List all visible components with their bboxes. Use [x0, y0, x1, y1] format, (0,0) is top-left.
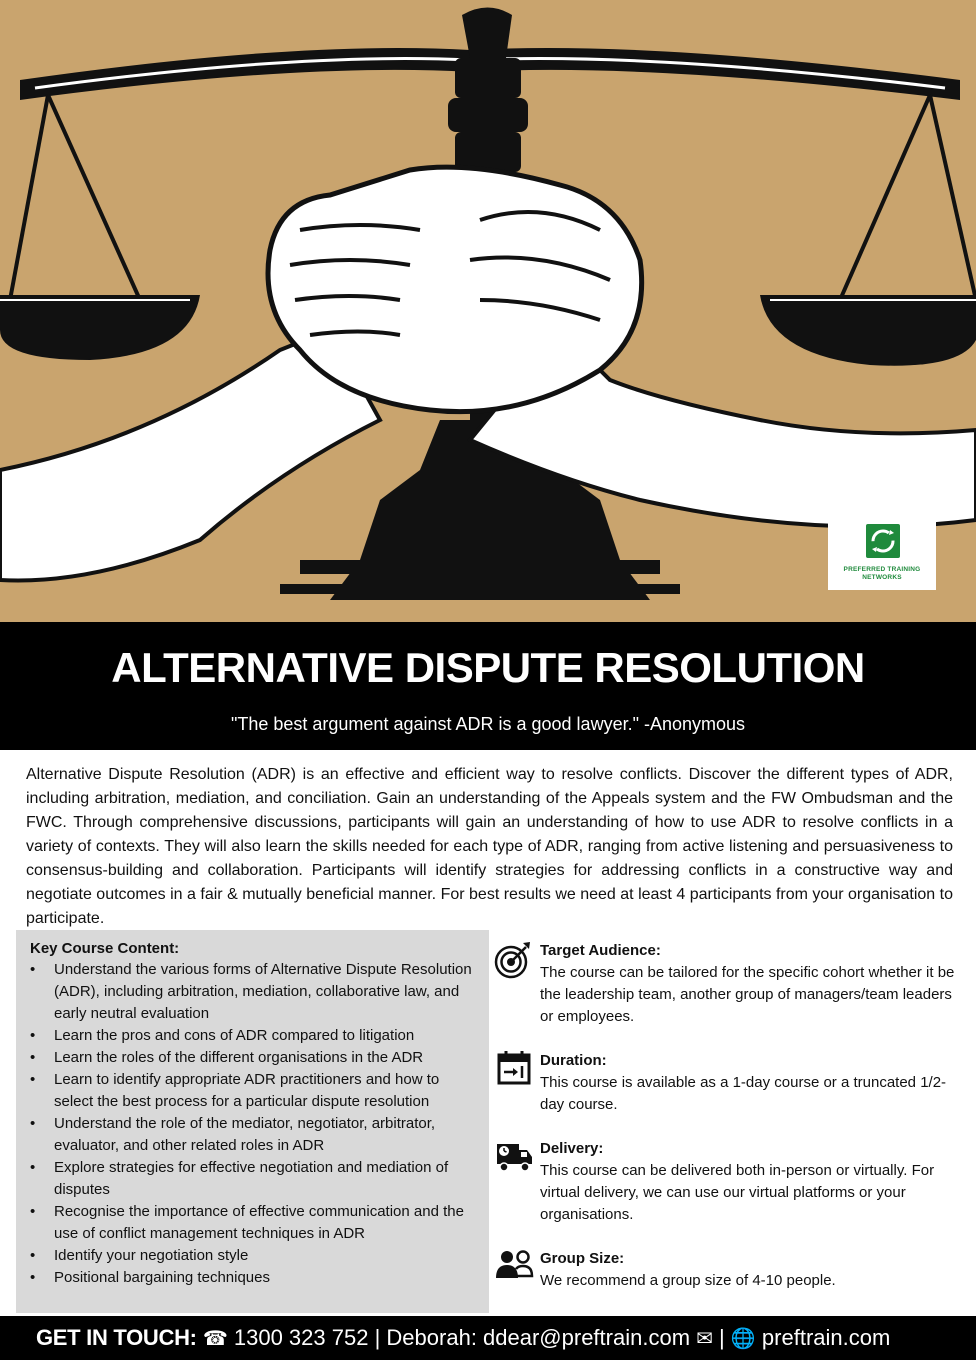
- delivery-heading: Delivery:: [540, 1140, 604, 1157]
- email-contact[interactable]: Deborah: ddear@preftrain.com: [386, 1325, 691, 1350]
- course-content-heading: Key Course Content:: [30, 940, 180, 957]
- intro-paragraph: Alternative Dispute Resolution (ADR) is an effective and efficient way to resolve conflicts. Discover the different types of ADR, including arbitration, mediation, and conciliation. Gain an understanding of the Appeals system and the FW Ombudsman and the FWC. Through comprehensive discussions, participants will gain an understanding of how to use ADR to resolve conflicts in a variety of contexts. They will also learn the skills needed for each type of ADR, ranging from active listening and persuasiveness to consensus-building and collaboration. Participants will identify strategies for addressing conflicts in a constructive way and negotiate outcomes in a fair & mutually beneficial manner. For best results we need at least 4 participants from your organisation to participate.: [26, 766, 953, 927]
- delivery-truck-icon: [494, 1138, 534, 1178]
- group-icon: [494, 1248, 534, 1288]
- globe-icon: 🌐: [730, 1326, 756, 1350]
- hero-illustration: [0, 0, 976, 622]
- list-item: • Understand the role of the mediator, negotiator, arbitrator, evaluator, and other related roles in ADR: [30, 1113, 475, 1157]
- phone-icon: ☎: [202, 1326, 228, 1350]
- logo-text: PREFERRED TRAINING NETWORKS: [843, 566, 921, 581]
- duration-text: This course is available as a 1-day course or a truncated 1/2-day course.: [540, 1074, 947, 1113]
- calendar-icon: [494, 1050, 534, 1090]
- quote-text: "The best argument against ADR is a good lawyer." -Anonymous: [230, 714, 746, 734]
- envelope-icon: ✉: [696, 1326, 713, 1350]
- group-size-heading: Group Size:: [540, 1250, 625, 1267]
- separator: |: [374, 1325, 381, 1350]
- separator: |: [719, 1325, 725, 1350]
- list-item: • Learn the roles of the different organisations in the ADR: [30, 1047, 475, 1069]
- delivery-text: This course can be delivered both in-person or virtually. For virtual delivery, we can use our virtual platforms or your organisations.: [540, 1162, 935, 1223]
- list-item: • Explore strategies for effective negotiation and mediation of disputes: [30, 1157, 475, 1201]
- course-content-panel: [16, 930, 489, 1313]
- page-title: ALTERNATIVE DISPUTE RESOLUTION: [111, 644, 865, 691]
- list-item: • Learn to identify appropriate ADR practitioners and how to select the best process for a particular dispute resolution: [30, 1069, 475, 1113]
- duration-heading: Duration:: [540, 1052, 607, 1069]
- list-item: • Identify your negotiation style: [30, 1245, 475, 1267]
- company-logo: [828, 516, 936, 590]
- course-content-list: [30, 959, 475, 1289]
- target-icon: [494, 940, 534, 980]
- title-band: [0, 622, 976, 750]
- footer-bar: [0, 1316, 976, 1360]
- get-in-touch-label: GET IN TOUCH:: [36, 1325, 197, 1350]
- website-link[interactable]: preftrain.com: [761, 1325, 891, 1350]
- group-size-text: We recommend a group size of 4-10 people.: [540, 1272, 836, 1289]
- phone-number[interactable]: 1300 323 752: [233, 1325, 369, 1350]
- logo-mark-icon: [866, 524, 900, 558]
- target-audience-text: The course can be tailored for the specific cohort whether it be the leadership team, another group of managers/team leaders or employees.: [540, 964, 955, 1025]
- list-item: • Understand the various forms of Alternative Dispute Resolution (ADR), including arbitration, mediation, collaborative law, and early neutral evaluation: [30, 959, 475, 1025]
- list-item: • Learn the pros and cons of ADR compared to litigation: [30, 1025, 475, 1047]
- target-audience-heading: Target Audience:: [540, 942, 661, 959]
- list-item: • Recognise the importance of effective communication and the use of conflict management techniques in ADR: [30, 1201, 475, 1245]
- list-item: • Positional bargaining techniques: [30, 1267, 475, 1289]
